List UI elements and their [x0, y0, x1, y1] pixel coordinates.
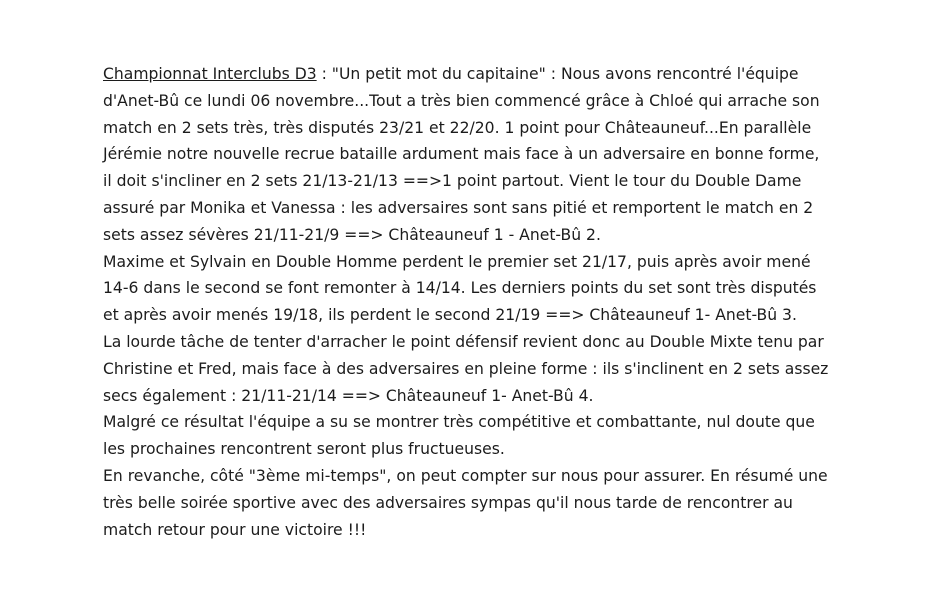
text-line-3: match en 2 sets très, très disputés 23/21 et 22/20. 1 point pour Châteauneuf...En parallèle — [103, 118, 812, 137]
text-line-16: En revanche, côté "3ème mi-temps", on peut compter sur nous pour assurer. En résumé une — [103, 466, 828, 485]
text-line-12: Christine et Fred, mais face à des adversaires en pleine forme : ils s'inclinent en 2 sets assez — [103, 359, 829, 378]
text-line-6: assuré par Monika et Vanessa : les adversaires sont sans pitié et remportent le match en 2 — [103, 198, 814, 217]
text-line-1 — [103, 61, 863, 88]
text-line-8: Maxime et Sylvain en Double Homme perdent le premier set 21/17, puis après avoir mené — [103, 252, 811, 271]
text-line-13: secs également : 21/11-21/14 ==> Châteauneuf 1- Anet-Bû 4. — [103, 386, 594, 405]
text-line-18: match retour pour une victoire !!! — [103, 520, 367, 539]
text-line-7: sets assez sévères 21/11-21/9 ==> Châteauneuf 1 - Anet-Bû 2. — [103, 225, 601, 244]
text-line-15: les prochaines rencontrent seront plus fructueuses. — [103, 440, 505, 459]
text-line-5: il doit s'incliner en 2 sets 21/13-21/13 ==>1 point partout. Vient le tour du Double Dame — [103, 172, 802, 191]
text-line-2: d'Anet-Bû ce lundi 06 novembre...Tout a très bien commencé grâce à Chloé qui arrache son — [103, 91, 820, 110]
championship-title: Championnat Interclubs D3 — [103, 65, 317, 83]
text-line-11: La lourde tâche de tenter d'arracher le point défensif revient donc au Double Mixte tenu par — [103, 332, 824, 351]
text-line-14: Malgré ce résultat l'équipe a su se montrer très compétitive et combattante, nul doute que — [103, 413, 815, 432]
text-line-4: Jérémie notre nouvelle recrue bataille ardument mais face à un adversaire en bonne forme, — [103, 145, 820, 164]
text-line-17: très belle soirée sportive avec des adversaires sympas qu'il nous tarde de rencontrer au — [103, 493, 793, 512]
intro-text: : "Un petit mot du capitaine" : Nous avons rencontré l'équipe — [316, 65, 799, 83]
text-line-10: et après avoir menés 19/18, ils perdent le second 21/19 ==> Châteauneuf 1- Anet-Bû 3. — [103, 306, 797, 325]
text-line-9: 14-6 dans le second se font remonter à 14/14. Les derniers points du set sont très disputés — [103, 279, 817, 298]
article-text — [103, 61, 863, 543]
